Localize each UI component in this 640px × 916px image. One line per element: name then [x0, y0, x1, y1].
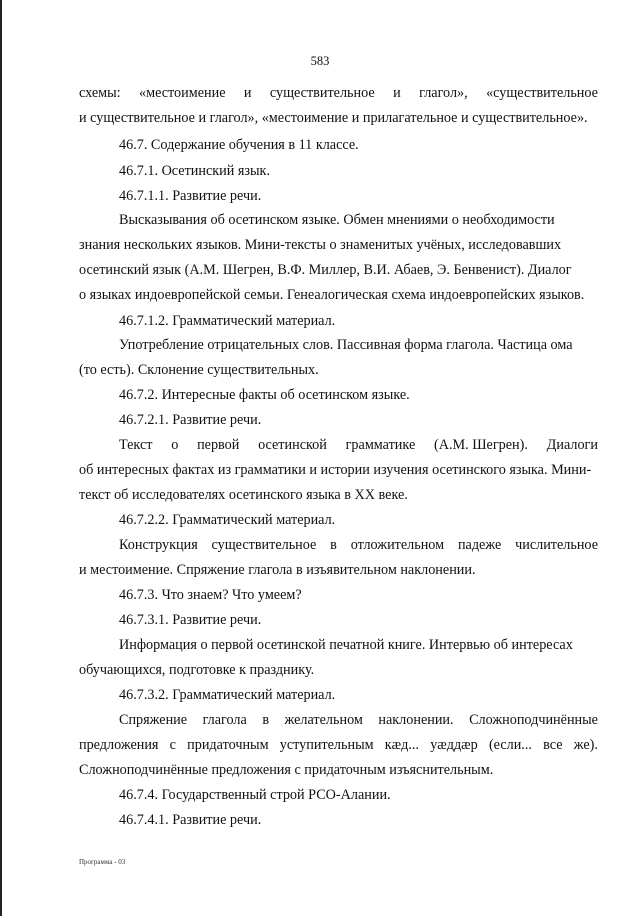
word: осетинской	[258, 437, 327, 453]
word: уступительным	[279, 737, 374, 753]
word: желательном	[284, 712, 363, 728]
word: наклонении.	[378, 712, 454, 728]
section-heading: 46.7.2.2. Грамматический материал.	[119, 512, 336, 528]
text-line	[79, 84, 598, 102]
text-line: текст об исследователях осетинского языка в XX веке.	[79, 487, 408, 503]
text-line: Высказывания об осетинском языке. Обмен мнениями о необходимости	[119, 212, 555, 228]
word: грамматике	[345, 437, 416, 453]
word: Диалоги	[546, 437, 598, 453]
word: Спряжение	[119, 712, 188, 728]
text-line: Информация о первой осетинской печатной книге. Интервью об интересах	[119, 637, 573, 653]
text-line: (то есть). Склонение существительных.	[79, 362, 319, 378]
word: существительное	[269, 85, 375, 101]
word: Текст	[119, 437, 153, 453]
footer-note: Программа - 03	[79, 858, 126, 866]
text-line: о языках индоевропейской семьи. Генеалогическая схема индоевропейских языков.	[79, 287, 585, 303]
section-heading: 46.7.1.2. Грамматический материал.	[119, 313, 336, 329]
section-heading: 46.7.1. Осетинский язык.	[119, 163, 270, 179]
text-line: и существительное и глагол», «местоимение и прилагательное и существительное».	[79, 110, 588, 126]
word: отложительном	[350, 537, 445, 553]
word: предложения	[79, 737, 159, 753]
word: в	[330, 537, 337, 553]
word: все	[543, 737, 563, 753]
section-heading: 46.7.2.1. Развитие речи.	[119, 412, 262, 428]
text-line: Сложноподчинённые предложения с придаточным изъяснительным.	[79, 762, 494, 778]
word: глагола	[202, 712, 247, 728]
text-line: осетинский язык (А.М. Шегрен, В.Ф. Миллер, В.И. Абаев, Э. Бенвенист). Диалог	[79, 262, 572, 278]
word: и	[243, 85, 252, 101]
word: «местоимение	[139, 85, 226, 101]
section-heading: 46.7.3.1. Развитие речи.	[119, 612, 262, 628]
word: существительное	[211, 537, 317, 553]
text-line	[119, 536, 598, 554]
word: глагол»,	[419, 85, 468, 101]
word: (если...	[488, 737, 532, 753]
word: (А.М. Шегрен).	[434, 437, 528, 453]
section-heading: 46.7. Содержание обучения в 11 классе.	[119, 137, 359, 153]
word: Сложноподчинённые	[469, 712, 598, 728]
word: кæд...	[384, 737, 419, 753]
text-line: об интересных фактах из грамматики и истории изучения осетинского языка. Мини-	[79, 462, 592, 478]
text-line: и местоимение. Спряжение глагола в изъявительном наклонении.	[79, 562, 476, 578]
text-line: знания нескольких языков. Мини-тексты о знаменитых учёных, исследовавших	[79, 237, 562, 253]
section-heading: 46.7.4. Государственный строй РСО-Алании.	[119, 787, 391, 803]
word: числительное	[515, 537, 598, 553]
scan-edge	[0, 0, 2, 916]
word: в	[262, 712, 270, 728]
text-line	[119, 711, 598, 729]
text-line	[119, 436, 598, 454]
word: и	[393, 85, 401, 101]
section-heading: 46.7.2. Интересные факты об осетинском языке.	[119, 387, 410, 403]
word: о	[171, 437, 179, 453]
word: Конструкция	[119, 537, 198, 553]
section-heading: 46.7.3.2. Грамматический материал.	[119, 687, 336, 703]
section-heading: 46.7.4.1. Развитие речи.	[119, 812, 262, 828]
text-line	[79, 736, 598, 754]
word: схемы:	[79, 85, 121, 101]
text-line: Употребление отрицательных слов. Пассивная форма глагола. Частица ома	[119, 337, 573, 353]
word: «существительное	[486, 85, 598, 101]
text-line: обучающихся, подготовке к празднику.	[79, 662, 315, 678]
section-heading: 46.7.3. Что знаем? Что умеем?	[119, 587, 302, 603]
word: же).	[573, 737, 598, 753]
word: уæддæр	[430, 737, 478, 753]
page-number: 583	[310, 54, 330, 68]
section-heading: 46.7.1.1. Развитие речи.	[119, 188, 262, 204]
word: падеже	[457, 537, 502, 553]
word: с	[169, 737, 176, 753]
word: придаточным	[187, 737, 269, 753]
word: первой	[197, 437, 240, 453]
